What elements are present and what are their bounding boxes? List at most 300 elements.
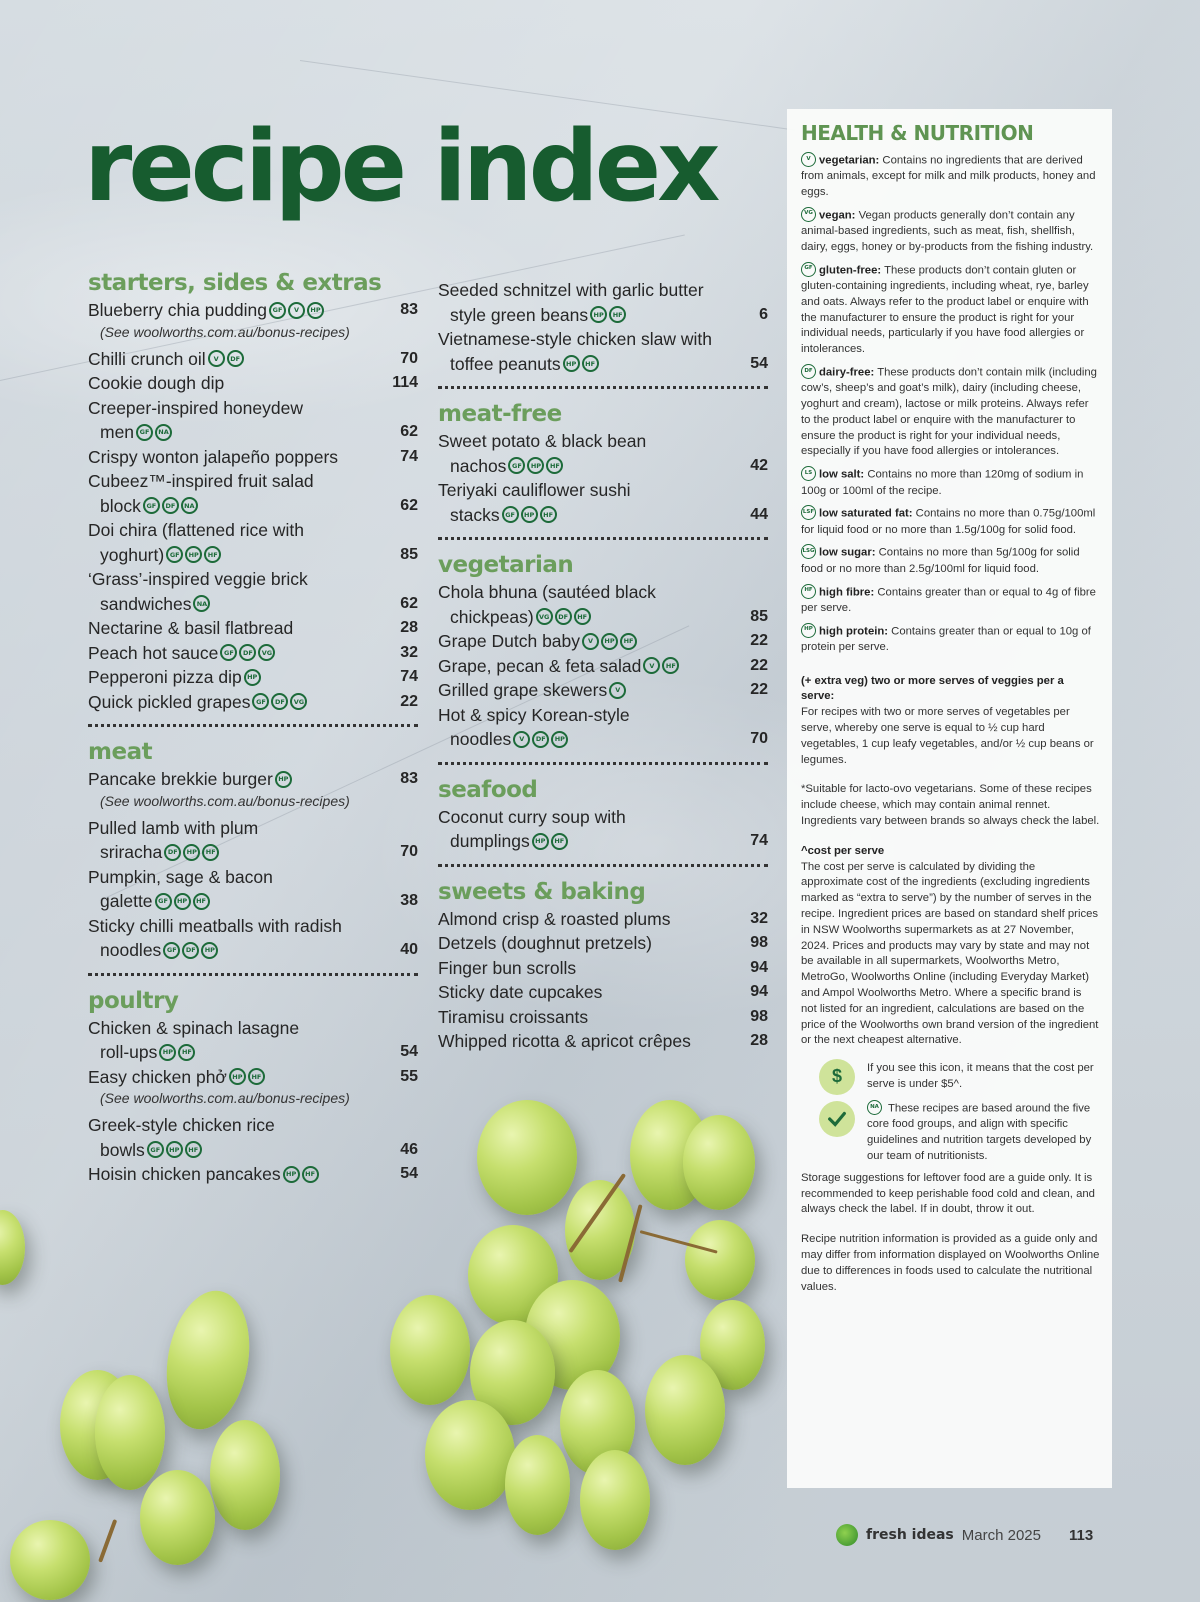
index-column-middle (438, 278, 768, 1062)
recipe-entry[interactable] (438, 829, 768, 854)
recipe-entry[interactable] (88, 889, 418, 914)
page-ref: 38 (400, 892, 418, 909)
recipe-name (438, 1005, 738, 1030)
page-ref: 40 (400, 941, 418, 958)
recipe-entry[interactable] (88, 420, 418, 445)
index-column-left (88, 268, 418, 1195)
bonus-recipe-note: (See woolworths.com.au/bonus-recipes) (100, 1090, 350, 1106)
recipe-name (88, 816, 388, 841)
recipe-entry[interactable] (88, 816, 418, 841)
page-ref: 62 (400, 594, 418, 612)
recipe-entry[interactable] (88, 494, 418, 519)
definition-dairy-free (801, 365, 1100, 460)
tag-icon-df: DF (182, 942, 199, 959)
recipe-name-line: nachos (450, 455, 507, 476)
recipe-name-line: Quick pickled grapes (88, 691, 251, 712)
recipe-name-line: toffee peanuts (450, 353, 561, 374)
recipe-name (438, 327, 738, 352)
recipe-name (88, 889, 388, 914)
tag-icon-hf: HF (302, 1166, 319, 1183)
recipe-name-line: Chicken & spinach lasagne (88, 1017, 300, 1038)
section-vegetarian (438, 550, 768, 752)
recipe-name-line: Nectarine & basil flatbread (88, 618, 294, 638)
panel-title: HEALTH & NUTRITION (801, 121, 1034, 145)
page-ref: 55 (400, 1067, 418, 1085)
tag-icon-vg: VG (258, 644, 275, 661)
recipe-name (88, 1138, 388, 1163)
recipe-name-line: sandwiches (100, 593, 192, 614)
recipe-name (88, 567, 388, 592)
woolworths-logo-icon (836, 1524, 858, 1546)
tag-icon-hp: HP (229, 1068, 246, 1085)
tag-icon-df: DF (239, 644, 256, 661)
page-ref: 54 (750, 354, 768, 372)
tag-icon-hp: HP (174, 893, 191, 910)
recipe-name-line: Cubeez™-inspired fruit salad (88, 471, 314, 491)
section-continued (438, 278, 768, 376)
page-ref: 83 (400, 301, 418, 318)
section-divider (438, 762, 768, 765)
recipe-name (438, 956, 738, 981)
extra-veg-section (801, 674, 1100, 769)
recipe-entry[interactable] (438, 678, 768, 703)
storage-note: Storage suggestions for leftover food are a guide only. It is recommended to keep perishable food cold and clean, and always check the label. If in doubt, throw it out. (801, 1171, 1095, 1216)
recipe-name (88, 690, 388, 715)
recipe-entry[interactable] (438, 478, 768, 503)
recipe-name (438, 580, 738, 605)
tag-icon-vg: VG (290, 693, 307, 710)
tag-icon-hp: HP (521, 506, 538, 523)
tag-icon-gf: GF (166, 546, 183, 563)
recipe-name-line: Blueberry chia pudding (88, 300, 268, 320)
recipe-name-line: yoghurt) (100, 544, 165, 565)
recipe-entry[interactable] (88, 592, 418, 617)
recipe-name-line: Greek-style chicken rice (88, 1115, 275, 1135)
tag-icon-hf: HF (574, 608, 591, 625)
tag-icon-v: V (582, 633, 599, 650)
recipe-name-line: Vietnamese-style chicken slaw with (438, 329, 712, 349)
budget-badge-row (817, 1059, 1100, 1095)
definition-low-saturated-fat (801, 506, 1100, 538)
recipe-name (88, 840, 388, 865)
tag-icon-hf: HF (178, 1044, 195, 1061)
section-heading: vegetarian (438, 552, 574, 578)
tag-icon-hp: HP (601, 633, 618, 650)
recipe-name-line: Pancake brekkie burger (88, 769, 273, 789)
page-ref: 28 (400, 619, 418, 636)
grape (645, 1355, 725, 1465)
section-heading: poultry (88, 987, 179, 1014)
recipe-name (438, 980, 738, 1005)
tag-icon-gf: GF (801, 262, 816, 277)
tag-icon-gf: GF (269, 302, 286, 319)
recipe-name (88, 518, 388, 543)
tag-icon-hf: HF (204, 546, 221, 563)
page-ref: 74 (400, 447, 418, 465)
recipe-entry[interactable] (438, 454, 768, 479)
checkmark-badge-icon (819, 1101, 855, 1137)
nutrition-badge-description (867, 1101, 1100, 1165)
issue-date: March 2025 (961, 1526, 1041, 1544)
tag-icon-v: V (643, 657, 660, 674)
nutrition-badge-row (817, 1101, 1100, 1165)
tag-icon-df: DF (162, 497, 179, 514)
recipe-name (438, 278, 738, 303)
tag-icon-df: DF (801, 364, 816, 379)
cost-heading: ^cost per serve (801, 844, 885, 857)
recipe-name-line: Finger bun scrolls (438, 957, 577, 978)
recipe-entry[interactable] (438, 907, 768, 932)
recipe-entry[interactable] (438, 629, 768, 654)
page-ref: 74 (750, 832, 768, 849)
section-seafood (438, 775, 768, 854)
recipe-name (88, 938, 388, 963)
lacto-ovo-note: *Suitable for lacto-ovo vegetarians. Some of these recipes include cheese, which may contain animal rennet. Ingredients vary between brands so always check the label. (801, 783, 1100, 828)
page-ref: 6 (759, 305, 768, 323)
definition-term: low sugar: (819, 546, 876, 559)
recipe-name-line: bowls (100, 1139, 145, 1160)
grape (95, 1375, 165, 1490)
recipe-entry[interactable] (88, 690, 418, 715)
recipe-name (438, 605, 738, 630)
recipe-name-line: Hoisin chicken pancakes (88, 1164, 281, 1184)
recipe-entry[interactable] (88, 298, 418, 323)
recipe-name-line: Pulled lamb with plum (88, 817, 259, 838)
recipe-entry[interactable] (88, 641, 418, 666)
recipe-name-line: Sticky date cupcakes (438, 982, 603, 1002)
tag-icon-v: V (288, 302, 305, 319)
recipe-entry[interactable] (88, 1113, 418, 1138)
recipe-entry[interactable] (88, 518, 418, 543)
section-heading: sweets & baking (438, 878, 646, 905)
definition-text: Contains greater than or equal to 10g of protein per serve. (801, 625, 1091, 653)
recipe-name (438, 931, 738, 956)
recipe-entry[interactable] (88, 767, 418, 792)
recipe-entry[interactable] (88, 938, 418, 963)
tag-icon-hp: HP (159, 1044, 176, 1061)
tag-icon-gf: GF (502, 506, 519, 523)
definition-term: low saturated fat: (819, 507, 913, 520)
recipe-name (88, 347, 388, 372)
page-ref: 83 (400, 770, 418, 787)
grape (425, 1400, 515, 1510)
section-heading: meat (88, 739, 153, 765)
section-meat (88, 737, 418, 963)
page-ref: 98 (750, 934, 768, 951)
definition-text: These products don’t contain milk (including cow’s, sheep’s and goat’s milk), dairy (including cheese, yoghurt and cream), lactose or milk proteins. Always refer to the product label or enquire with the manufacturer to ensure the product is right for your individual needs, especially if you have food allergies or intolerances. (801, 366, 1097, 458)
recipe-name-line: Grape, pecan & feta salad (438, 655, 642, 676)
tag-icon-hp: HP (563, 355, 580, 372)
recipe-entry[interactable] (438, 429, 768, 454)
recipe-name-line: Tiramisu croissants (438, 1006, 589, 1027)
recipe-entry[interactable] (88, 616, 418, 641)
definition-text: Contains no more than 0.75g/100ml for liquid food or no more than 1.5g/100g for solid food. (801, 507, 1096, 536)
definition-vegetarian (801, 153, 1100, 201)
tag-icon-hp: HP (201, 942, 218, 959)
tag-icon-lsf: LSF (801, 505, 816, 520)
section-starters-sides-extras (88, 268, 418, 714)
recipe-name (438, 907, 738, 932)
recipe-name-line: Creeper-inspired honeydew (88, 397, 303, 418)
tag-icon-hf: HF (546, 457, 563, 474)
recipe-name-line: Seeded schnitzel with garlic butter (438, 280, 704, 300)
recipe-entry[interactable] (88, 371, 418, 396)
recipe-name (88, 1040, 388, 1065)
recipe-entry[interactable] (438, 931, 768, 956)
recipe-entry[interactable] (438, 727, 768, 752)
recipe-entry[interactable] (88, 396, 418, 421)
grape (140, 1470, 215, 1565)
recipe-entry[interactable] (88, 1016, 418, 1041)
recipe-name-line: sriracha (100, 842, 163, 862)
recipe-name (438, 654, 738, 679)
page-ref: 46 (400, 1140, 418, 1158)
tag-icon-hp: HP (283, 1166, 300, 1183)
recipe-entry[interactable] (88, 1138, 418, 1163)
page-ref: 22 (750, 656, 768, 674)
recipe-name (438, 352, 738, 377)
recipe-name-line: Doi chira (flattened rice with (88, 520, 304, 540)
recipe-name (438, 454, 738, 479)
recipe-entry[interactable] (438, 327, 768, 352)
tag-icon-hp: HP (532, 833, 549, 850)
page-footer (836, 1524, 1093, 1546)
recipe-name-line: noodles (100, 940, 162, 960)
recipe-name-line: Whipped ricotta & apricot crêpes (438, 1031, 691, 1051)
section-divider (438, 537, 768, 540)
tag-icon-na: NA (867, 1100, 882, 1115)
recipe-name (88, 298, 388, 323)
bonus-recipe-note: (See woolworths.com.au/bonus-recipes) (100, 323, 350, 340)
page-ref: 114 (392, 374, 418, 391)
recipe-name (88, 494, 388, 519)
recipe-name (438, 727, 738, 752)
recipe-name-line: style green beans (450, 304, 589, 325)
recipe-entry[interactable] (438, 980, 768, 1005)
recipe-name (88, 1016, 388, 1041)
page-ref: 62 (400, 496, 418, 514)
recipe-entry[interactable] (88, 665, 418, 690)
recipe-name-line: Almond crisp & roasted plums (438, 908, 671, 929)
definition-term: high protein: (819, 625, 889, 638)
tag-icon-hp: HP (551, 731, 568, 748)
tag-icon-hp: HP (244, 669, 261, 686)
recipe-name-line: Coconut curry soup with (438, 806, 626, 827)
recipe-entry[interactable] (438, 956, 768, 981)
tag-icon-vg: VG (801, 207, 816, 222)
tag-icon-lsg: LSG (801, 544, 816, 559)
recipe-name (438, 429, 738, 454)
page-ref: 70 (400, 349, 418, 367)
page-ref: 22 (400, 692, 418, 710)
tag-icon-hp: HP (183, 844, 200, 861)
recipe-entry[interactable] (88, 469, 418, 494)
recipe-name-line: ‘Grass’-inspired veggie brick (88, 569, 308, 589)
definition-text: Contains no ingredients that are derived from animals, except for milk and milk products, honey and eggs. (801, 154, 1096, 199)
recipe-entry[interactable] (438, 278, 768, 303)
recipe-entry[interactable] (88, 865, 418, 890)
grape (390, 1295, 470, 1405)
recipe-entry[interactable] (438, 1005, 768, 1030)
tag-icon-gf: GF (143, 497, 160, 514)
page-ref: 32 (400, 643, 418, 661)
definition-term: high fibre: (819, 586, 875, 598)
tag-icon-hf: HF (582, 355, 599, 372)
recipe-entry[interactable] (88, 840, 418, 865)
recipe-name-line: Pepperoni pizza dip (88, 667, 242, 687)
section-poultry (88, 986, 418, 1187)
tag-icon-df: DF (532, 731, 549, 748)
recipe-entry[interactable] (88, 445, 418, 470)
recipe-entry[interactable] (88, 1040, 418, 1065)
dollar-badge-icon: $ (819, 1059, 855, 1095)
recipe-entry[interactable] (438, 1029, 768, 1054)
tag-icon-hf: HF (193, 893, 210, 910)
page-ref: 42 (750, 456, 768, 474)
definition-low-sugar (801, 545, 1100, 577)
recipe-name-line: Sticky chilli meatballs with radish (88, 915, 342, 936)
recipe-name (88, 641, 388, 666)
tag-icon-gf: GF (508, 457, 525, 474)
recipe-entry[interactable] (438, 503, 768, 528)
recipe-name (438, 478, 738, 503)
tag-icon-hp: HP (801, 623, 816, 638)
tag-icon-hf: HF (609, 306, 626, 323)
tag-icon-vg: VG (536, 608, 553, 625)
tag-icon-gf: GF (155, 893, 172, 910)
definition-term: low salt: (819, 468, 865, 481)
recipe-name (88, 1162, 388, 1187)
recipe-entry[interactable] (438, 654, 768, 679)
definitions-list (801, 153, 1100, 656)
recipe-entry[interactable] (88, 347, 418, 372)
page-ref: 94 (750, 958, 768, 976)
section-divider (88, 973, 418, 976)
recipe-name-line: Chola bhuna (sautéed black (438, 582, 656, 602)
recipe-name (88, 1065, 388, 1090)
recipe-name-line: block (100, 495, 141, 516)
tag-icon-hp: HP (307, 302, 324, 319)
recipe-entry[interactable] (88, 543, 418, 568)
recipe-entry[interactable] (438, 303, 768, 328)
recipe-name (438, 629, 738, 654)
definition-term: dairy-free: (819, 366, 875, 379)
definition-text: Contains greater than or equal to 4g of fibre per serve. (801, 586, 1096, 614)
recipe-name-line: Teriyaki cauliflower sushi (438, 480, 631, 500)
definition-vegan (801, 208, 1100, 256)
recipe-entry[interactable] (438, 703, 768, 728)
definition-low-salt (801, 467, 1100, 499)
recipe-name (438, 829, 738, 854)
recipe-entry[interactable] (88, 1065, 418, 1090)
page-ref: 85 (400, 545, 418, 563)
recipe-name (88, 396, 388, 421)
recipe-name-line: Detzels (doughnut pretzels) (438, 933, 652, 953)
page-number: 113 (1068, 1526, 1094, 1544)
recipe-name (88, 767, 388, 792)
section-divider (88, 724, 418, 727)
tag-icon-na: NA (193, 595, 210, 612)
definition-gluten-free (801, 263, 1100, 358)
recipe-name (88, 420, 388, 445)
tag-icon-df: DF (271, 693, 288, 710)
page-ref: 85 (750, 607, 768, 625)
tag-icon-na: NA (181, 497, 198, 514)
recipe-name-line: roll-ups (100, 1042, 158, 1062)
section-divider (438, 386, 768, 389)
grape (580, 1450, 650, 1550)
tag-icon-gf: GF (163, 942, 180, 959)
recipe-entry[interactable] (438, 352, 768, 377)
tag-icon-ls: LS (801, 466, 816, 481)
recipe-name (88, 592, 388, 617)
section-heading: meat-free (438, 401, 562, 427)
page-ref: 32 (750, 909, 768, 927)
recipe-name-line: noodles (450, 729, 512, 749)
recipe-name-line: galette (100, 891, 153, 911)
tag-icon-hf: HF (801, 584, 816, 599)
page-ref: 94 (750, 983, 768, 1000)
tag-icon-hf: HF (662, 657, 679, 674)
recipe-entry[interactable] (88, 914, 418, 939)
nutrition-info-note: Recipe nutrition information is provided as a guide only and may differ from information displayed on Woolworths Online due to differences in foods used to calculate the nutritional values. (801, 1233, 1100, 1293)
nutrition-badge-text: These recipes are based around the five core food groups, and align with specific guidelines and nutrition targets developed by our team of nutritionists. (867, 1102, 1092, 1163)
tag-icon-hp: HP (275, 771, 292, 788)
tag-icon-df: DF (555, 608, 572, 625)
definition-text: Contains no more than 5g/100g for solid food or no more than 2.5g/100ml for liquid food. (801, 546, 1080, 575)
tag-icon-hp: HP (166, 1141, 183, 1158)
recipe-name (88, 865, 388, 890)
recipe-name (438, 678, 738, 703)
section-heading: seafood (438, 776, 538, 803)
recipe-entry[interactable] (88, 567, 418, 592)
health-nutrition-panel (787, 109, 1112, 1488)
grape (10, 1520, 90, 1600)
definition-text: Vegan products generally don’t contain any animal-based ingredients, such as meat, fish, shellfish, dairy, eggs, honey or by-products from the fishing industry. (801, 209, 1094, 253)
tag-icon-df: DF (164, 844, 181, 861)
page-ref: 70 (400, 843, 418, 860)
tag-icon-hf: HF (551, 833, 568, 850)
recipe-name-line: dumplings (450, 831, 530, 851)
page-ref: 54 (400, 1165, 418, 1182)
recipe-name-line: Grape Dutch baby (438, 631, 581, 651)
recipe-entry[interactable] (438, 580, 768, 605)
recipe-name-line: Cookie dough dip (88, 373, 225, 393)
recipe-name (438, 703, 738, 728)
definition-high-protein (801, 624, 1100, 656)
recipe-entry[interactable] (438, 805, 768, 830)
tag-icon-gf: GF (136, 424, 153, 441)
budget-badge-text: If you see this icon, it means that the cost per serve is under $5^. (867, 1062, 1094, 1090)
recipe-name-line: men (100, 422, 135, 442)
page-ref: 98 (750, 1007, 768, 1025)
tag-icon-v: V (801, 152, 816, 167)
recipe-name-line: Pumpkin, sage & bacon (88, 866, 273, 887)
extra-veg-heading: (+ extra veg) two or more serves of veggies per a serve: (801, 674, 1064, 703)
recipe-entry[interactable] (88, 1162, 418, 1187)
tag-icon-hp: HP (527, 457, 544, 474)
recipe-entry[interactable] (438, 605, 768, 630)
recipe-name-line: Chilli crunch oil (88, 348, 206, 369)
grape (210, 1420, 280, 1530)
recipe-name-line: Easy chicken phở (88, 1066, 227, 1087)
tag-icon-hf: HF (540, 506, 557, 523)
recipe-name-line: Crispy wonton jalapeño poppers (88, 446, 339, 467)
page-ref: 54 (400, 1043, 418, 1060)
section-sweets-baking (438, 877, 768, 1054)
section-heading: starters, sides & extras (88, 270, 382, 296)
tag-icon-hf: HF (248, 1068, 265, 1085)
